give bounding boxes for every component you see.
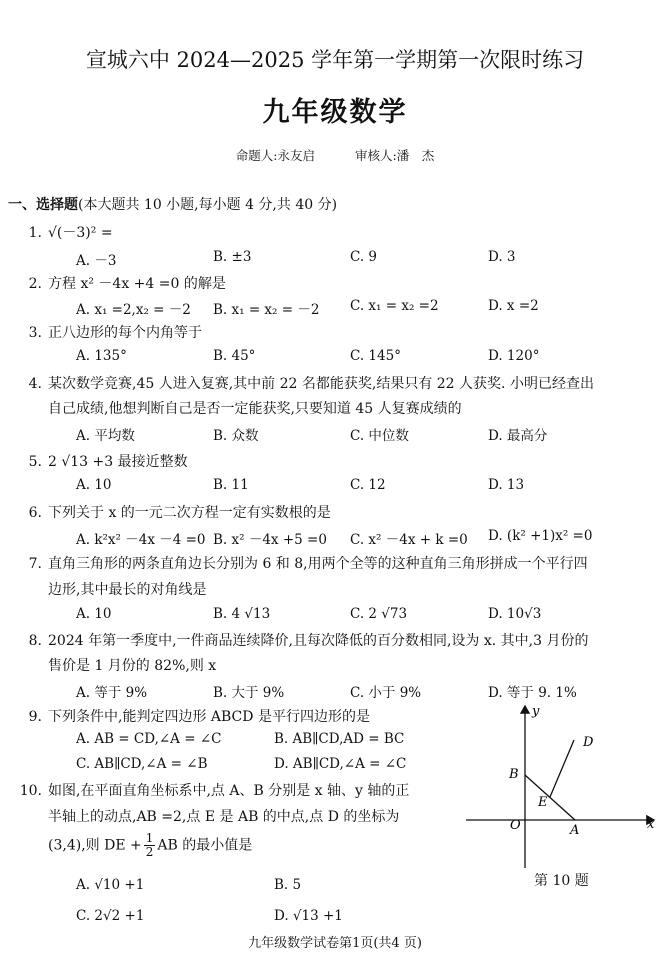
q10-option-d[interactable]: D. √13 +1 (274, 908, 343, 924)
question-8 (14, 630, 588, 650)
section-title: 一、选择题 (8, 197, 78, 213)
q9-option-a[interactable]: A. AB = CD,∠A = ∠C (76, 731, 222, 747)
q2-option-c[interactable]: C. x₁ = x₂ =2 (350, 298, 439, 314)
reviewer-label: 审核人:潘 杰 (354, 148, 435, 163)
point-b-label: B (509, 767, 519, 782)
q2-option-d[interactable]: D. x =2 (488, 298, 539, 314)
question-number: 7. (28, 556, 42, 572)
question-number: 3. (28, 325, 42, 341)
q7-option-a[interactable]: A. 10 (76, 606, 112, 622)
q1-option-c[interactable]: C. 9 (350, 249, 378, 265)
q3-option-a[interactable]: A. 135° (76, 348, 127, 364)
point-a-label: A (570, 823, 580, 838)
x-axis-label: x (647, 817, 655, 832)
q5-option-b[interactable]: B. 11 (213, 477, 249, 493)
question-9 (14, 706, 370, 726)
fraction-denominator: 2 (145, 845, 154, 859)
q5-option-c[interactable]: C. 12 (350, 477, 386, 493)
question-number: 2. (28, 276, 42, 292)
q10-expression-end: AB 的最小值是 (157, 837, 253, 854)
question-5 (14, 451, 188, 471)
q1-option-a[interactable]: A. －3 (76, 253, 117, 269)
q8-option-d[interactable]: D. 等于 9. 1% (488, 685, 577, 701)
q8-option-c[interactable]: C. 小于 9% (350, 685, 422, 701)
q2-option-a[interactable]: A. x₁ =2,x₂ = －2 (76, 302, 191, 318)
question-7-line-2: 边形,其中最长的对角线是 (48, 582, 207, 598)
question-number: 5. (28, 454, 42, 470)
origin-label: O (510, 818, 521, 833)
section-heading (8, 194, 337, 214)
half-fraction (144, 832, 156, 859)
segment-de (550, 740, 574, 797)
q4-option-c[interactable]: C. 中位数 (350, 428, 409, 444)
question-number: 10. (19, 783, 42, 799)
q9-option-c[interactable]: C. AB∥CD,∠A = ∠B (76, 756, 208, 772)
question-text: 2024 年第一季度中,一件商品连续降价,且每次降低的百分数相同,设为 x. 其中,3 月份的 (48, 633, 589, 649)
figure-caption: 第 10 题 (534, 873, 589, 889)
q9-option-d[interactable]: D. AB∥CD,∠A = ∠C (274, 756, 407, 772)
q5-option-a[interactable]: A. 10 (76, 477, 112, 493)
question-number: 8. (28, 633, 42, 649)
point-e-label: E (538, 795, 548, 810)
question-10-line-3 (48, 832, 252, 859)
subject-title: 九年级数学 (262, 97, 408, 128)
q6-option-d[interactable]: D. (k² +1)x² =0 (488, 528, 593, 544)
q6-option-c[interactable]: C. x² －4x + k =0 (350, 532, 468, 548)
q9-option-b[interactable]: B. AB∥CD,AD = BC (274, 731, 405, 747)
question-text: 正八边形的每个内角等于 (48, 325, 202, 341)
segment-ab (525, 775, 575, 820)
question-1 (14, 222, 113, 242)
question-4 (14, 373, 594, 393)
q10-option-a[interactable]: A. √10 +1 (76, 877, 145, 893)
question-number: 4. (28, 376, 42, 392)
question-text: 2 √13 +3 最接近整数 (48, 454, 188, 470)
q1-option-d[interactable]: D. 3 (488, 249, 516, 265)
coordinate-figure (458, 700, 664, 870)
question-4-line-2: 自己成绩,他想判断自己是否一定能获奖,只要知道 45 人复赛成绩的 (48, 401, 462, 417)
q8-option-a[interactable]: A. 等于 9% (76, 685, 148, 701)
y-axis-label: y (532, 704, 540, 719)
q3-option-b[interactable]: B. 45° (213, 348, 256, 364)
page-footer: 九年级数学试卷第1页(共4 页) (248, 936, 422, 951)
question-2 (14, 273, 226, 293)
question-text: 某次数学竞赛,45 人进入复赛,其中前 22 名都能获奖,结果只有 22 人获奖. 小明已经查出 (48, 376, 594, 392)
question-number: 6. (28, 505, 42, 521)
author-line (0, 146, 670, 164)
q1-option-b[interactable]: B. ±3 (213, 249, 252, 265)
q4-option-b[interactable]: B. 众数 (213, 428, 259, 444)
question-6 (14, 502, 331, 522)
author-label: 命题人:永友启 (235, 148, 315, 163)
q10-option-c[interactable]: C. 2√2 +1 (76, 908, 145, 924)
question-text: 下列关于 x 的一元二次方程一定有实数根的是 (48, 505, 331, 521)
q6-option-b[interactable]: B. x² －4x +5 =0 (213, 532, 327, 548)
question-number: 1. (28, 225, 42, 241)
q7-option-b[interactable]: B. 4 √13 (213, 606, 271, 622)
exam-title: 宣城六中 2024—2025 学年第一学期第一次限时练习 (85, 48, 585, 72)
q4-option-a[interactable]: A. 平均数 (76, 428, 135, 444)
question-3 (14, 322, 202, 342)
q7-option-d[interactable]: D. 10√3 (488, 606, 542, 622)
q6-option-a[interactable]: A. k²x² －4x －4 =0 (76, 532, 206, 548)
q5-option-d[interactable]: D. 13 (488, 477, 525, 493)
q10-expression-start: (3,4),则 DE + (48, 837, 142, 854)
question-10-line-2: 半轴上的动点,AB =2,点 E 是 AB 的中点,点 D 的坐标为 (48, 809, 400, 825)
question-number: 9. (28, 709, 42, 725)
q3-option-d[interactable]: D. 120° (488, 348, 540, 364)
q8-option-b[interactable]: B. 大于 9% (213, 685, 285, 701)
q3-option-c[interactable]: C. 145° (350, 348, 401, 364)
q7-option-c[interactable]: C. 2 √73 (350, 606, 408, 622)
question-text: 如图,在平面直角坐标系中,点 A、B 分别是 x 轴、y 轴的正 (48, 783, 410, 799)
question-text: 下列条件中,能判定四边形 ABCD 是平行四边形的是 (48, 709, 370, 725)
question-text: 直角三角形的两条直角边长分别为 6 和 8,用两个全等的这种直角三角形拼成一个平行四 (48, 556, 588, 572)
q4-option-d[interactable]: D. 最高分 (488, 428, 548, 444)
question-7 (14, 553, 588, 573)
question-text: 方程 x² －4x +4 =0 的解是 (48, 276, 226, 292)
point-d-label: D (583, 735, 594, 750)
fraction-numerator: 1 (145, 831, 154, 845)
q2-option-b[interactable]: B. x₁ = x₂ = －2 (213, 302, 320, 318)
section-note: (本大题共 10 小题,每小题 4 分,共 40 分) (78, 197, 338, 213)
q10-option-b[interactable]: B. 5 (274, 877, 302, 893)
question-10 (14, 780, 409, 800)
question-text: √(－3)² = (48, 225, 113, 241)
question-8-line-2: 售价是 1 月份的 82%,则 x (48, 658, 217, 674)
